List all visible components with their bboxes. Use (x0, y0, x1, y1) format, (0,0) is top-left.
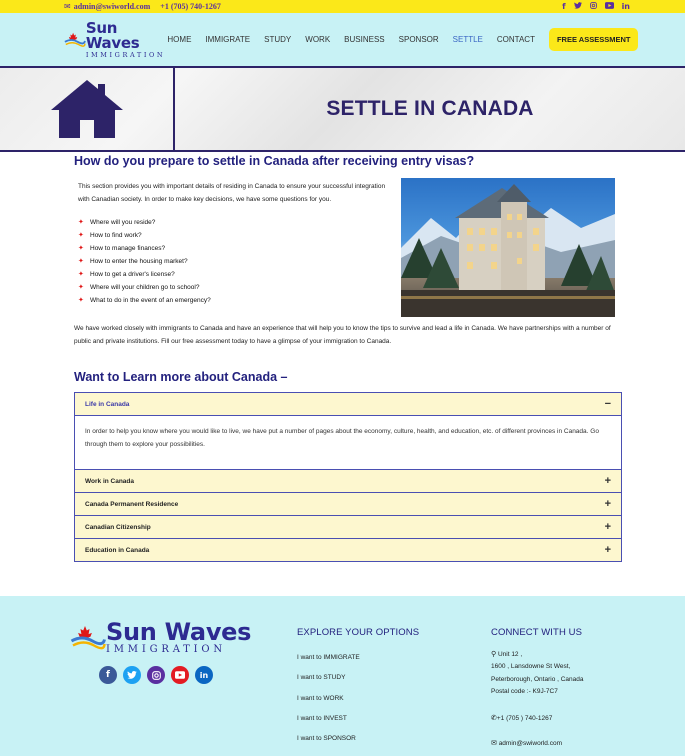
footer-link-work[interactable]: I want to WORK (297, 694, 344, 702)
list-item: ✦ How to manage finances? (78, 242, 389, 255)
site-logo[interactable] (64, 18, 167, 59)
accordion-item-pr (75, 492, 621, 515)
linkedin-icon[interactable]: in (195, 666, 213, 684)
accordion-header-work[interactable]: Work in Canada + (75, 470, 621, 492)
top-phone-link[interactable]: +1 (705) 740-1267 (160, 2, 221, 11)
youtube-icon[interactable] (171, 666, 189, 684)
top-contact (64, 2, 221, 11)
list-item: ✦ Where will you reside? (78, 216, 389, 229)
footer-explore-title: EXPLORE YOUR OPTIONS (297, 627, 420, 638)
main-nav (167, 28, 638, 51)
top-email-link[interactable]: ✉ admin@swiworld.com (64, 2, 151, 11)
intro-paragraph: This section provides you with important details of residing in Canada to ensure your successful integration with Canadian society. In order to make key decisions, we have some questions for you. (78, 183, 386, 203)
twitter-icon[interactable] (123, 666, 141, 684)
nav-study[interactable]: STUDY (264, 35, 292, 44)
maple-leaf-icon: ✦ (78, 258, 84, 265)
minus-icon: − (604, 398, 611, 410)
nav-work[interactable]: WORK (305, 35, 331, 44)
free-assessment-button[interactable]: FREE ASSESSMENT (549, 28, 638, 51)
maple-leaf-icon: ✦ (78, 232, 84, 239)
top-social (562, 2, 630, 11)
location-pin-icon: ⚲ (491, 650, 497, 658)
nav-home[interactable]: HOME (167, 35, 192, 44)
list-item: ✦ What to do in the event of an emergency? (78, 294, 389, 307)
footer-phone[interactable]: ✆+1 (705 ) 740-1267 (491, 714, 553, 723)
plus-icon: + (604, 498, 611, 510)
partnership-paragraph: We have worked closely with immigrants to Canada and have an experience that will help you to know the tips to survive and lead a life in Canada. We have partnerships with a number of public and private institutions. Fill our free assessment today to have a glimpse of your immigration to Canada. (74, 325, 611, 345)
page-title: SETTLE IN CANADA (326, 97, 534, 120)
intro-text (74, 181, 389, 317)
accordion-item-life (75, 393, 621, 469)
facebook-icon[interactable]: f (99, 666, 117, 684)
footer-link-immigrate[interactable]: I want to IMMIGRATE (297, 654, 360, 661)
footer-link-study[interactable]: I want to STUDY (297, 674, 346, 682)
list-item: ✦ How to get a driver's license? (78, 268, 389, 281)
accordion-header-education[interactable]: Education in Canada + (75, 539, 621, 561)
plus-icon: + (604, 544, 611, 556)
accordion-header-citizenship[interactable]: Canadian Citizenship + (75, 516, 621, 538)
list-item: ✦ Where will your children go to school? (78, 281, 389, 294)
maple-wave-logo-icon (64, 31, 86, 49)
nav-business[interactable]: BUSINESS (344, 35, 385, 44)
accordion-item-work (75, 469, 621, 492)
instagram-icon[interactable] (590, 2, 597, 11)
footer-connect (491, 627, 584, 747)
plus-icon: + (604, 475, 611, 487)
maple-wave-logo-icon (70, 624, 106, 652)
section-heading: How do you prepare to settle in Canada after receiving entry visas? (74, 154, 475, 168)
maple-leaf-icon: ✦ (78, 297, 84, 304)
nav-sponsor[interactable]: SPONSOR (398, 35, 439, 44)
top-bar (0, 0, 685, 13)
footer-logo-subtitle: IMMIGRATION (106, 644, 226, 655)
maple-leaf-icon: ✦ (78, 245, 84, 252)
accordion-header-pr[interactable]: Canada Permanent Residence + (75, 493, 621, 515)
linkedin-icon[interactable]: in (621, 2, 630, 11)
learn-more-accordion (74, 392, 622, 562)
footer-address: ⚲ Unit 12 , 1600 , Lansdowne St West, Peterborough, Ontario , Canada Postal code :- K9J-7C7 (491, 650, 584, 695)
footer-explore-links (297, 648, 419, 749)
learn-more-heading: Want to Learn more about Canada – (74, 370, 288, 384)
footer-link-invest[interactable]: I want to INVEST (297, 714, 347, 722)
instagram-icon[interactable] (147, 666, 165, 684)
facebook-icon[interactable]: f (562, 2, 566, 11)
accordion-item-citizenship (75, 515, 621, 538)
page-banner (0, 66, 685, 152)
youtube-icon[interactable] (605, 2, 614, 11)
accordion-header-life[interactable]: Life in Canada − (75, 393, 621, 415)
accordion-item-education (75, 538, 621, 561)
question-list (78, 216, 389, 307)
list-item: ✦ How to find work? (78, 229, 389, 242)
logo-title: Sun Waves (85, 18, 140, 52)
house-icon (49, 78, 125, 140)
list-item: ✦ How to enter the housing market? (78, 255, 389, 268)
banner-title-panel (175, 68, 685, 150)
envelope-icon: ✉ (491, 739, 497, 748)
maple-leaf-icon: ✦ (78, 284, 84, 291)
envelope-icon: ✉ (64, 2, 71, 11)
twitter-icon[interactable] (574, 2, 582, 11)
accordion-body-life: In order to help you know where you would like to live, we have put a number of pages about the economy, culture, health, and education, etc. of different provinces in Canada. Go through them to explore your possibilities. (75, 415, 621, 469)
nav-immigrate[interactable]: IMMIGRATE (205, 35, 251, 44)
site-footer (0, 596, 685, 756)
footer-logo[interactable] (70, 620, 251, 655)
footer-link-sponsor[interactable]: I want to SPONSOR (297, 735, 356, 743)
site-header (0, 13, 685, 66)
footer-explore (297, 627, 419, 749)
maple-leaf-icon: ✦ (78, 271, 84, 278)
nav-settle[interactable]: SETTLE (452, 35, 483, 44)
footer-email[interactable]: ✉ admin@swiworld.com (491, 739, 562, 748)
intro-section (74, 181, 621, 317)
maple-leaf-icon: ✦ (78, 219, 84, 226)
banner-icon-panel (0, 68, 175, 150)
footer-logo-title: Sun Waves (106, 618, 252, 646)
main-content (0, 154, 685, 562)
settle-photo (401, 178, 615, 317)
footer-connect-title: CONNECT WITH US (491, 627, 583, 638)
plus-icon: + (604, 521, 611, 533)
logo-subtitle: IMMIGRATION (85, 50, 166, 59)
nav-contact[interactable]: CONTACT (496, 35, 535, 44)
footer-social (99, 666, 213, 684)
phone-icon: ✆ (491, 714, 497, 723)
